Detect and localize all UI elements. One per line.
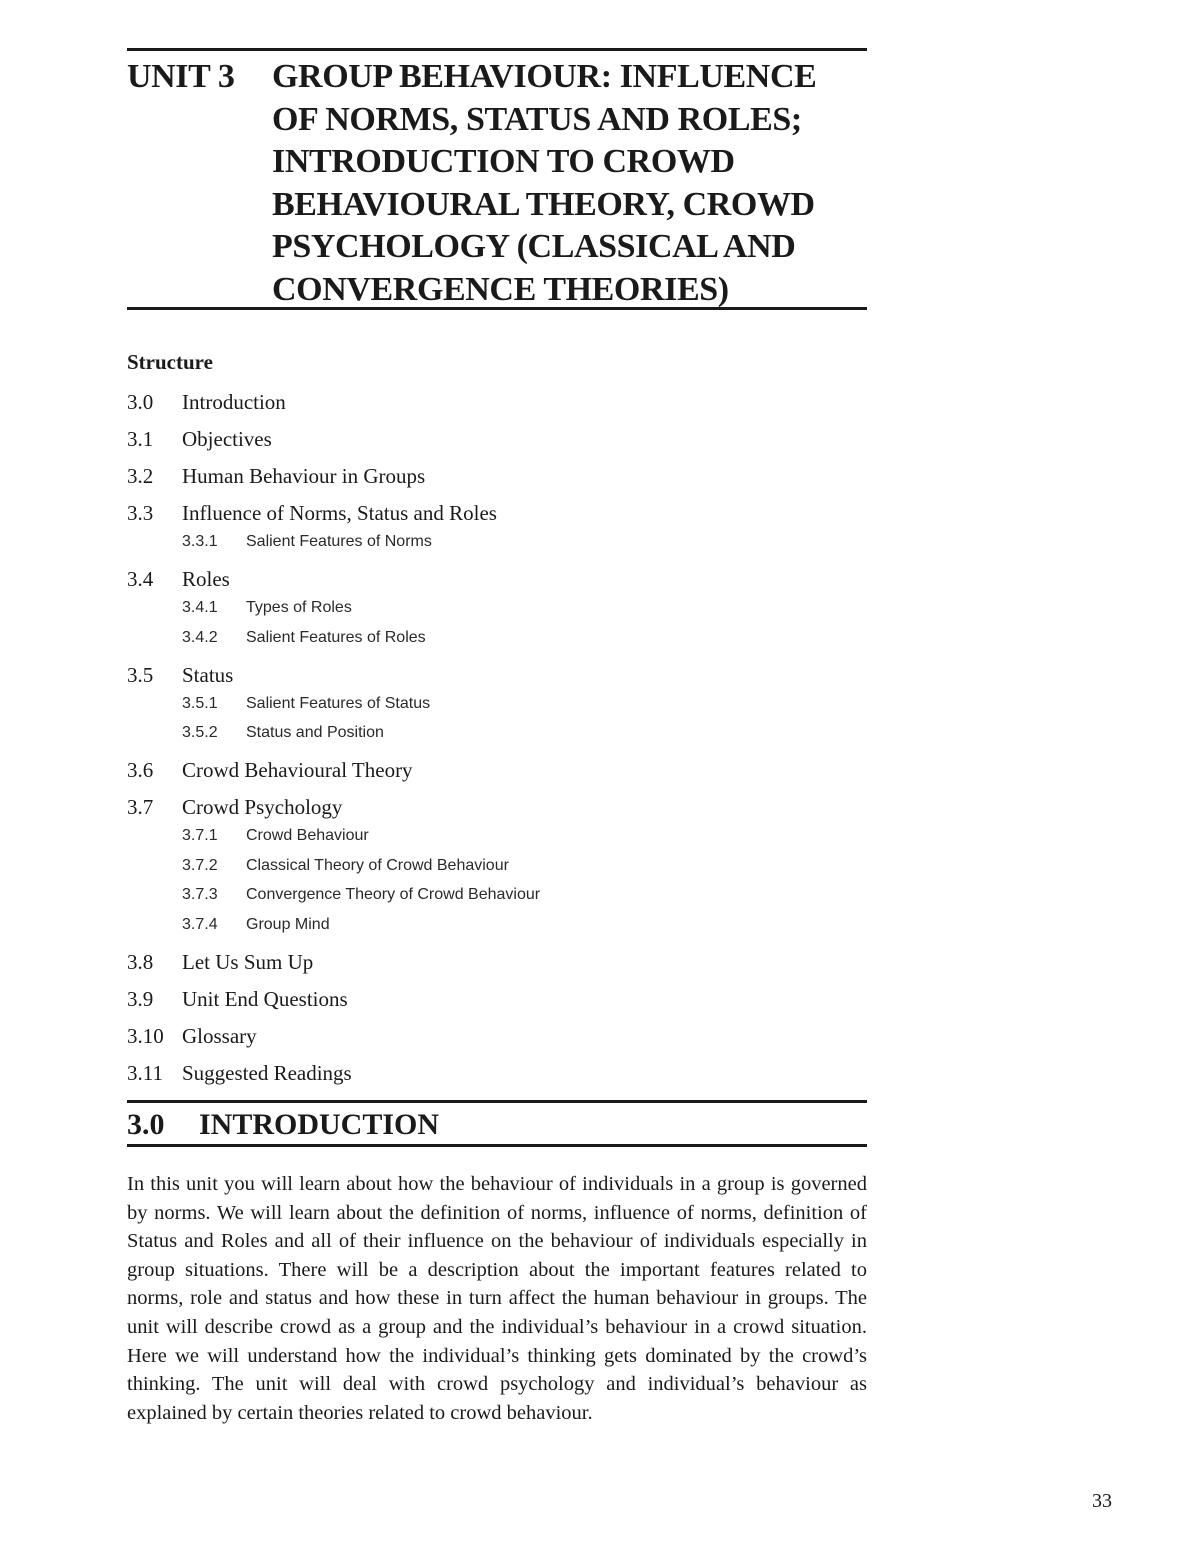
toc-label: Roles [182, 567, 230, 591]
toc-number: 3.7.3 [182, 886, 218, 903]
toc-number: 3.7.2 [182, 856, 218, 874]
toc-number: 3.3 [127, 501, 154, 525]
toc-number: 3.10 [127, 1023, 164, 1048]
structure-heading: Structure [127, 350, 213, 374]
toc-number: 3.4.2 [182, 628, 218, 646]
toc-label: Unit End Questions [182, 986, 348, 1011]
toc-number: 3.11 [127, 1060, 163, 1085]
toc-number: 3.6 [127, 758, 154, 782]
title-bottom-rule [127, 307, 867, 310]
page-number: 33 [1092, 1490, 1112, 1512]
toc-label: Crowd Behaviour [246, 827, 369, 844]
toc-number: 3.5 [127, 662, 154, 687]
unit-label: UNIT 3 [127, 58, 235, 95]
toc-label: Status [182, 662, 234, 687]
toc-number: 3.7.1 [182, 827, 218, 844]
toc-label: Classical Theory of Crowd Behaviour [246, 856, 509, 874]
section-title: INTRODUCTION [199, 1108, 440, 1141]
toc-number: 3.0 [127, 390, 154, 414]
introduction-paragraph: In this unit you will learn about how the behaviour of individuals in a group is governed by norms. We will learn about the definition of norms, influence of norms, definition of Status and Roles and all of their influence on the behaviour of individuals especially in group situations. There will be a description about the important features related to norms, role and status and how these in turn affect the human behaviour in groups. The unit will describe crowd as a group and the individual’s behaviour in a crowd situation. Here we will understand how the individual’s thinking gets dominated by the crowd’s thinking. The unit will deal with crowd psychology and individual’s behaviour as explained by certain theories related to crowd behaviour. [127, 1173, 867, 1424]
toc-label: Convergence Theory of Crowd Behaviour [246, 886, 541, 903]
top-rule [127, 48, 867, 51]
unit-title-line: CONVERGENCE THEORIES) [272, 270, 729, 308]
toc-label: Types of Roles [246, 599, 352, 616]
section-bottom-rule [127, 1144, 867, 1147]
toc-label: Crowd Behavioural Theory [182, 758, 413, 782]
toc-number: 3.1 [127, 427, 154, 451]
toc-label: Influence of Norms, Status and Roles [182, 501, 497, 525]
toc-label: Introduction [182, 390, 286, 414]
toc-label: Objectives [182, 427, 272, 451]
unit-title [272, 56, 872, 311]
unit-title-line: PSYCHOLOGY (CLASSICAL AND [272, 228, 796, 265]
toc-label: Crowd Psychology [182, 795, 343, 819]
toc-label: Group Mind [246, 915, 330, 933]
unit-title-line: OF NORMS, STATUS AND ROLES; [272, 100, 802, 138]
toc-number: 3.5.1 [182, 694, 218, 712]
toc-label: Human Behaviour in Groups [182, 464, 426, 488]
unit-title-line: BEHAVIOURAL THEORY, CROWD [272, 185, 815, 223]
toc-label: Suggested Readings [182, 1060, 352, 1085]
toc-number: 3.9 [127, 986, 154, 1011]
toc-label: Salient Features of Norms [246, 533, 432, 550]
toc-label: Salient Features of Roles [246, 628, 426, 646]
section-number: 3.0 [127, 1108, 165, 1141]
toc-label: Let Us Sum Up [182, 949, 314, 974]
toc-number: 3.4 [127, 567, 154, 591]
toc-number: 3.8 [127, 949, 154, 974]
unit-title-line: GROUP BEHAVIOUR: INFLUENCE [272, 58, 817, 95]
toc-number: 3.3.1 [182, 533, 218, 550]
toc-number: 3.4.1 [182, 599, 218, 616]
section-top-rule [127, 1100, 867, 1103]
toc-label: Salient Features of Status [246, 694, 431, 712]
toc-label: Glossary [182, 1023, 257, 1048]
toc-label: Status and Position [246, 724, 384, 741]
toc-number: 3.2 [127, 464, 154, 488]
toc-number: 3.5.2 [182, 724, 218, 741]
toc-number: 3.7 [127, 795, 154, 819]
toc-number: 3.7.4 [182, 915, 218, 933]
unit-title-line: INTRODUCTION TO CROWD [272, 143, 735, 180]
